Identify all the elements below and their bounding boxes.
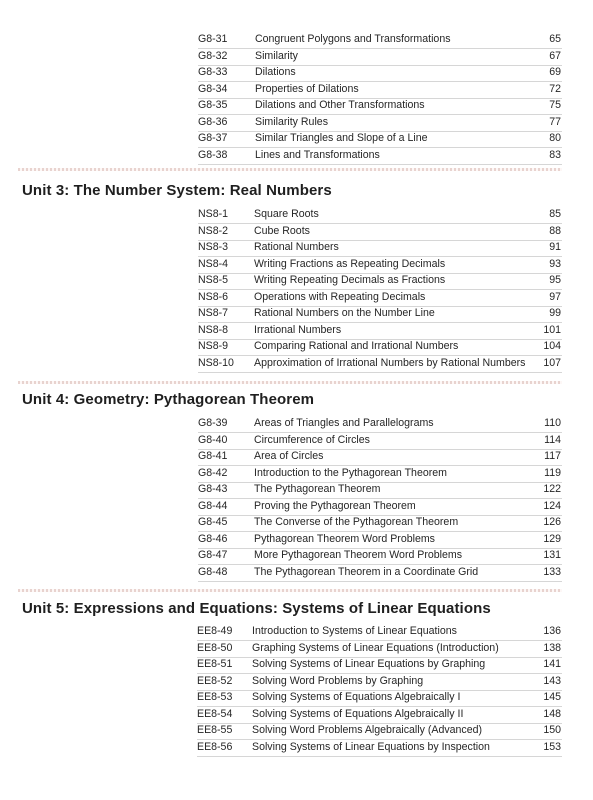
lesson-code: EE8-50	[197, 641, 233, 654]
lesson-page: 110	[544, 417, 561, 429]
lesson-row[interactable]	[198, 322, 562, 340]
lesson-code: NS8-3	[198, 241, 229, 253]
lesson-row[interactable]	[198, 64, 562, 82]
lesson-page: 72	[549, 82, 561, 95]
lesson-title: Graphing Systems of Linear Equations (Introduction)	[252, 641, 499, 654]
lesson-code: G8-37	[198, 132, 228, 144]
lesson-title: Introduction to the Pythagorean Theorem	[254, 466, 447, 479]
lesson-page: 141	[543, 658, 561, 670]
lesson-title: Approximation of Irrational Numbers by Rational Numbers	[254, 356, 526, 369]
lesson-row[interactable]	[198, 48, 562, 66]
lesson-title: Areas of Triangles and Parallelograms	[254, 417, 434, 429]
lesson-row[interactable]	[197, 656, 562, 674]
lesson-row[interactable]	[198, 147, 562, 165]
lesson-title: Square Roots	[254, 208, 319, 220]
lesson-row[interactable]	[198, 355, 562, 373]
lesson-title: Area of Circles	[254, 450, 324, 462]
lesson-row[interactable]	[197, 739, 562, 757]
lesson-code: NS8-10	[198, 356, 234, 369]
lesson-row[interactable]	[198, 338, 562, 356]
lesson-page: 150	[543, 724, 561, 736]
lesson-title: Introduction to Systems of Linear Equations	[252, 625, 457, 637]
lesson-page: 104	[543, 340, 561, 352]
lesson-page: 126	[543, 516, 561, 528]
lesson-page: 67	[549, 49, 561, 62]
lesson-title: Similarity Rules	[255, 115, 328, 128]
lesson-code: G8-43	[198, 483, 228, 495]
lesson-code: NS8-1	[198, 208, 229, 220]
lesson-code: G8-42	[198, 466, 228, 479]
lesson-title: Writing Fractions as Repeating Decimals	[254, 257, 446, 270]
lesson-code: G8-32	[198, 49, 228, 62]
lesson-title: Lines and Transformations	[255, 148, 380, 161]
lesson-page: 93	[549, 257, 561, 270]
lesson-code: G8-45	[198, 516, 228, 528]
lesson-title: Circumference of Circles	[254, 433, 370, 446]
lesson-title: Rational Numbers on the Number Line	[254, 307, 435, 319]
lesson-code: NS8-5	[198, 274, 229, 286]
lesson-page: 153	[543, 740, 561, 753]
lesson-page: 91	[549, 241, 561, 253]
lesson-code: NS8-8	[198, 323, 229, 336]
lesson-page: 101	[543, 323, 561, 336]
lesson-row[interactable]	[198, 130, 562, 148]
lesson-row[interactable]	[197, 722, 562, 740]
lesson-page: 145	[543, 691, 561, 703]
lesson-page: 119	[544, 466, 561, 479]
lesson-row[interactable]	[197, 640, 562, 658]
lesson-row[interactable]	[198, 498, 562, 516]
lesson-title: Writing Repeating Decimals as Fractions	[254, 274, 446, 286]
lesson-row[interactable]	[198, 223, 562, 241]
lesson-page: 122	[543, 483, 561, 495]
unit-5-title: Unit 5: Expressions and Equations: Systems of Linear Equations	[22, 600, 491, 617]
lesson-row[interactable]	[198, 272, 562, 290]
lesson-row[interactable]	[198, 547, 562, 565]
lesson-code: EE8-56	[197, 740, 233, 753]
lesson-row[interactable]	[198, 97, 562, 115]
lesson-code: G8-48	[198, 565, 228, 578]
lesson-page: 65	[549, 33, 561, 45]
lesson-title: Solving Word Problems by Graphing	[252, 674, 424, 687]
lesson-page: 107	[543, 356, 561, 369]
lesson-code: NS8-4	[198, 257, 229, 270]
lesson-title: Similarity	[255, 49, 298, 62]
lesson-code: EE8-53	[197, 691, 233, 703]
lesson-row[interactable]	[198, 114, 562, 132]
lesson-row[interactable]	[198, 432, 562, 450]
lesson-page: 97	[549, 290, 561, 303]
lesson-page: 77	[549, 115, 561, 128]
lesson-code: G8-36	[198, 115, 228, 128]
lesson-title: Solving Systems of Linear Equations by Graphing	[252, 658, 486, 670]
lesson-title: Solving Systems of Equations Algebraically I	[252, 691, 461, 703]
lesson-title: Rational Numbers	[254, 241, 339, 253]
lesson-code: G8-33	[198, 66, 228, 78]
unit-4-title: Unit 4: Geometry: Pythagorean Theorem	[22, 391, 315, 408]
lesson-title: Dilations and Other Transformations	[255, 99, 425, 111]
lesson-row[interactable]	[198, 465, 562, 483]
unit-divider	[18, 381, 562, 384]
lesson-title: More Pythagorean Theorem Word Problems	[254, 549, 463, 561]
lesson-row[interactable]	[198, 448, 562, 466]
lesson-title: The Pythagorean Theorem in a Coordinate Grid	[254, 565, 479, 578]
lesson-code: NS8-6	[198, 290, 229, 303]
lesson-page: 85	[549, 208, 561, 220]
lesson-code: EE8-51	[197, 658, 233, 670]
lesson-row[interactable]	[198, 415, 562, 433]
lesson-code: G8-40	[198, 433, 228, 446]
lesson-title: Cube Roots	[254, 224, 310, 237]
lesson-title: Operations with Repeating Decimals	[254, 290, 426, 303]
lesson-page: 114	[544, 433, 561, 446]
lesson-row[interactable]	[198, 81, 562, 99]
lesson-code: G8-41	[198, 450, 228, 462]
lesson-row[interactable]	[198, 239, 562, 257]
lesson-title: Proving the Pythagorean Theorem	[254, 499, 416, 512]
lesson-page: 136	[543, 625, 561, 637]
lesson-page: 88	[549, 224, 561, 237]
lesson-page: 80	[549, 132, 561, 144]
lesson-row[interactable]	[198, 206, 562, 224]
lesson-title: Solving Word Problems Algebraically (Advanced)	[252, 724, 483, 736]
lesson-code: EE8-55	[197, 724, 233, 736]
lesson-page: 129	[543, 532, 561, 545]
unit-3-title: Unit 3: The Number System: Real Numbers	[22, 182, 332, 199]
lesson-title: Comparing Rational and Irrational Numbers	[254, 340, 459, 352]
lesson-page: 138	[543, 641, 561, 654]
lesson-code: G8-44	[198, 499, 228, 512]
lesson-row[interactable]	[198, 305, 562, 323]
lesson-code: EE8-54	[197, 707, 233, 720]
lesson-title: Irrational Numbers	[254, 323, 342, 336]
lesson-title: Pythagorean Theorem Word Problems	[254, 532, 435, 545]
lesson-page: 143	[543, 674, 561, 687]
lesson-title: Properties of Dilations	[255, 82, 359, 95]
lesson-page: 117	[544, 450, 561, 462]
lesson-title: Similar Triangles and Slope of a Line	[255, 132, 428, 144]
lesson-row[interactable]	[197, 706, 562, 724]
lesson-page: 99	[549, 307, 561, 319]
lesson-code: G8-47	[198, 549, 228, 561]
unit-divider	[18, 168, 562, 171]
lesson-code: G8-35	[198, 99, 228, 111]
lesson-row[interactable]	[198, 289, 562, 307]
lesson-code: G8-39	[198, 417, 228, 429]
lesson-page: 69	[549, 66, 561, 78]
lesson-page: 95	[549, 274, 561, 286]
lesson-code: NS8-9	[198, 340, 229, 352]
lesson-row[interactable]	[198, 256, 562, 274]
lesson-title: Solving Systems of Equations Algebraically II	[252, 707, 464, 720]
lesson-page: 75	[549, 99, 561, 111]
lesson-code: G8-46	[198, 532, 228, 545]
lesson-title: The Converse of the Pythagorean Theorem	[254, 516, 459, 528]
lesson-row[interactable]	[198, 531, 562, 549]
lesson-page: 83	[549, 148, 561, 161]
lesson-code: G8-31	[198, 33, 228, 45]
lesson-page: 124	[543, 499, 561, 512]
lesson-row[interactable]	[197, 623, 562, 641]
lesson-title: Solving Systems of Linear Equations by Inspection	[252, 740, 490, 753]
lesson-code: NS8-7	[198, 307, 229, 319]
lesson-row[interactable]	[198, 31, 562, 49]
lesson-code: G8-34	[198, 82, 228, 95]
unit-divider	[18, 589, 562, 592]
lesson-title: Congruent Polygons and Transformations	[255, 33, 451, 45]
lesson-code: EE8-49	[197, 625, 233, 637]
lesson-code: G8-38	[198, 148, 228, 161]
lesson-code: NS8-2	[198, 224, 229, 237]
lesson-code: EE8-52	[197, 674, 233, 687]
lesson-row[interactable]	[197, 673, 562, 691]
lesson-row[interactable]	[198, 481, 562, 499]
lesson-title: Dilations	[255, 66, 296, 78]
lesson-row[interactable]	[198, 514, 562, 532]
lesson-page: 131	[543, 549, 561, 561]
lesson-title: The Pythagorean Theorem	[254, 483, 381, 495]
lesson-row[interactable]	[198, 564, 562, 582]
lesson-page: 133	[543, 565, 561, 578]
lesson-row[interactable]	[197, 689, 562, 707]
lesson-page: 148	[543, 707, 561, 720]
